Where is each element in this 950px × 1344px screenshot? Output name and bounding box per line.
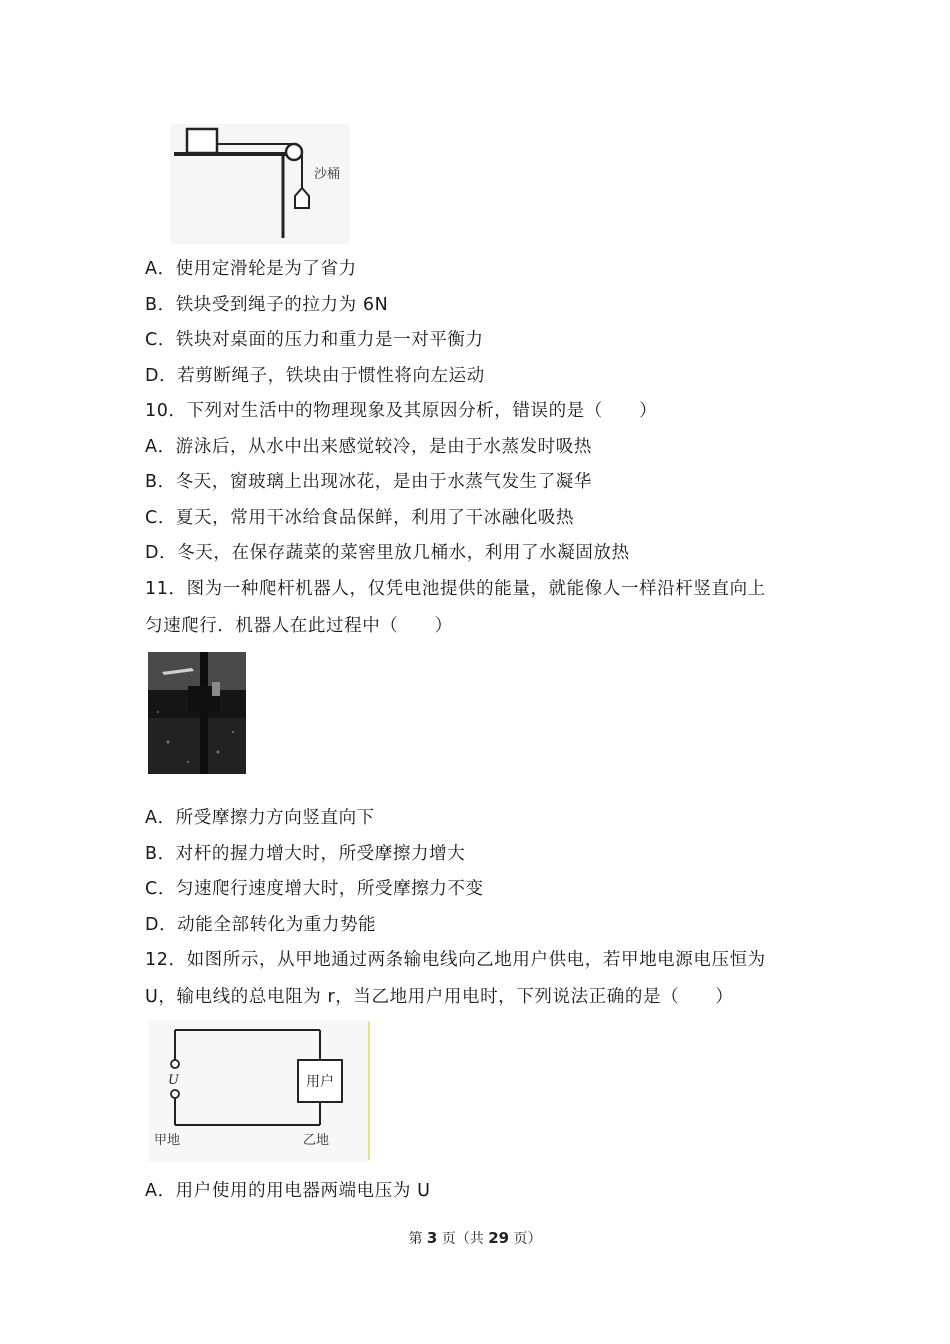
q10-option-c: C．夏天，常用干冰给食品保鲜，利用了干冰融化吸热: [145, 508, 575, 528]
q9-option-a: A．使用定滑轮是为了省力: [145, 259, 357, 279]
q12-stem-line1: 12．如图所示，从甲地通过两条输电线向乙地用户供电，若甲地电源电压恒为: [145, 950, 766, 970]
footer-page-number: 3: [426, 1229, 438, 1247]
place-b-label: 乙地: [303, 1133, 330, 1148]
page-footer: [0, 1228, 950, 1248]
q11-option-b: B．对杆的握力增大时，所受摩擦力增大: [145, 844, 466, 864]
q11-stem-line1: 11．图为一种爬杆机器人，仅凭电池提供的能量，就能像人一样沿杆竖直向上: [145, 579, 766, 599]
q9-option-c: C．铁块对桌面的压力和重力是一对平衡力: [145, 330, 484, 350]
circuit-figure: [148, 1020, 373, 1162]
q10-option-d: D．冬天，在保存蔬菜的菜窖里放几桶水，利用了水凝固放热: [145, 543, 630, 563]
pulley-wheel: [286, 144, 302, 160]
footer-post: 页）: [509, 1231, 542, 1247]
q11-option-a: A．所受摩擦力方向竖直向下: [145, 808, 375, 828]
q12-option-a: A．用户使用的用电器两端电压为 U: [145, 1181, 431, 1201]
terminal-top: [171, 1060, 179, 1068]
footer-mid: 页（共: [437, 1231, 489, 1247]
voltage-label: U: [168, 1073, 179, 1088]
q11-stem-line2: 匀速爬行．机器人在此过程中（ ）: [145, 616, 453, 636]
q9-option-b: B．铁块受到绳子的拉力为 6N: [145, 295, 389, 315]
sand-bucket-label: 沙桶: [314, 167, 341, 182]
q10-option-b: B．冬天，窗玻璃上出现冰花，是由于水蒸气发生了凝华: [145, 472, 593, 492]
footer-pre: 第: [408, 1231, 427, 1247]
q12-stem-line2: U，输电线的总电阻为 r，当乙地用户用电时，下列说法正确的是（ ）: [145, 987, 734, 1007]
q9-option-d: D．若剪断绳子，铁块由于惯性将向左运动: [145, 366, 485, 386]
q10-option-a: A．游泳后，从水中出来感觉较冷，是由于水蒸发时吸热: [145, 437, 592, 457]
robot-photo: [148, 652, 246, 774]
terminal-bottom: [171, 1090, 179, 1098]
pole: [200, 652, 208, 774]
user-load-label: 用户: [306, 1074, 334, 1090]
pulley-figure: [170, 124, 350, 244]
place-a-label: 甲地: [154, 1133, 181, 1148]
footer-total-pages: 29: [488, 1229, 510, 1247]
q10-stem: 10．下列对生活中的物理现象及其原因分析，错误的是（ ）: [145, 401, 658, 421]
iron-block: [187, 129, 217, 153]
q11-option-c: C．匀速爬行速度增大时，所受摩擦力不变: [145, 879, 484, 899]
q11-option-d: D．动能全部转化为重力势能: [145, 915, 377, 935]
